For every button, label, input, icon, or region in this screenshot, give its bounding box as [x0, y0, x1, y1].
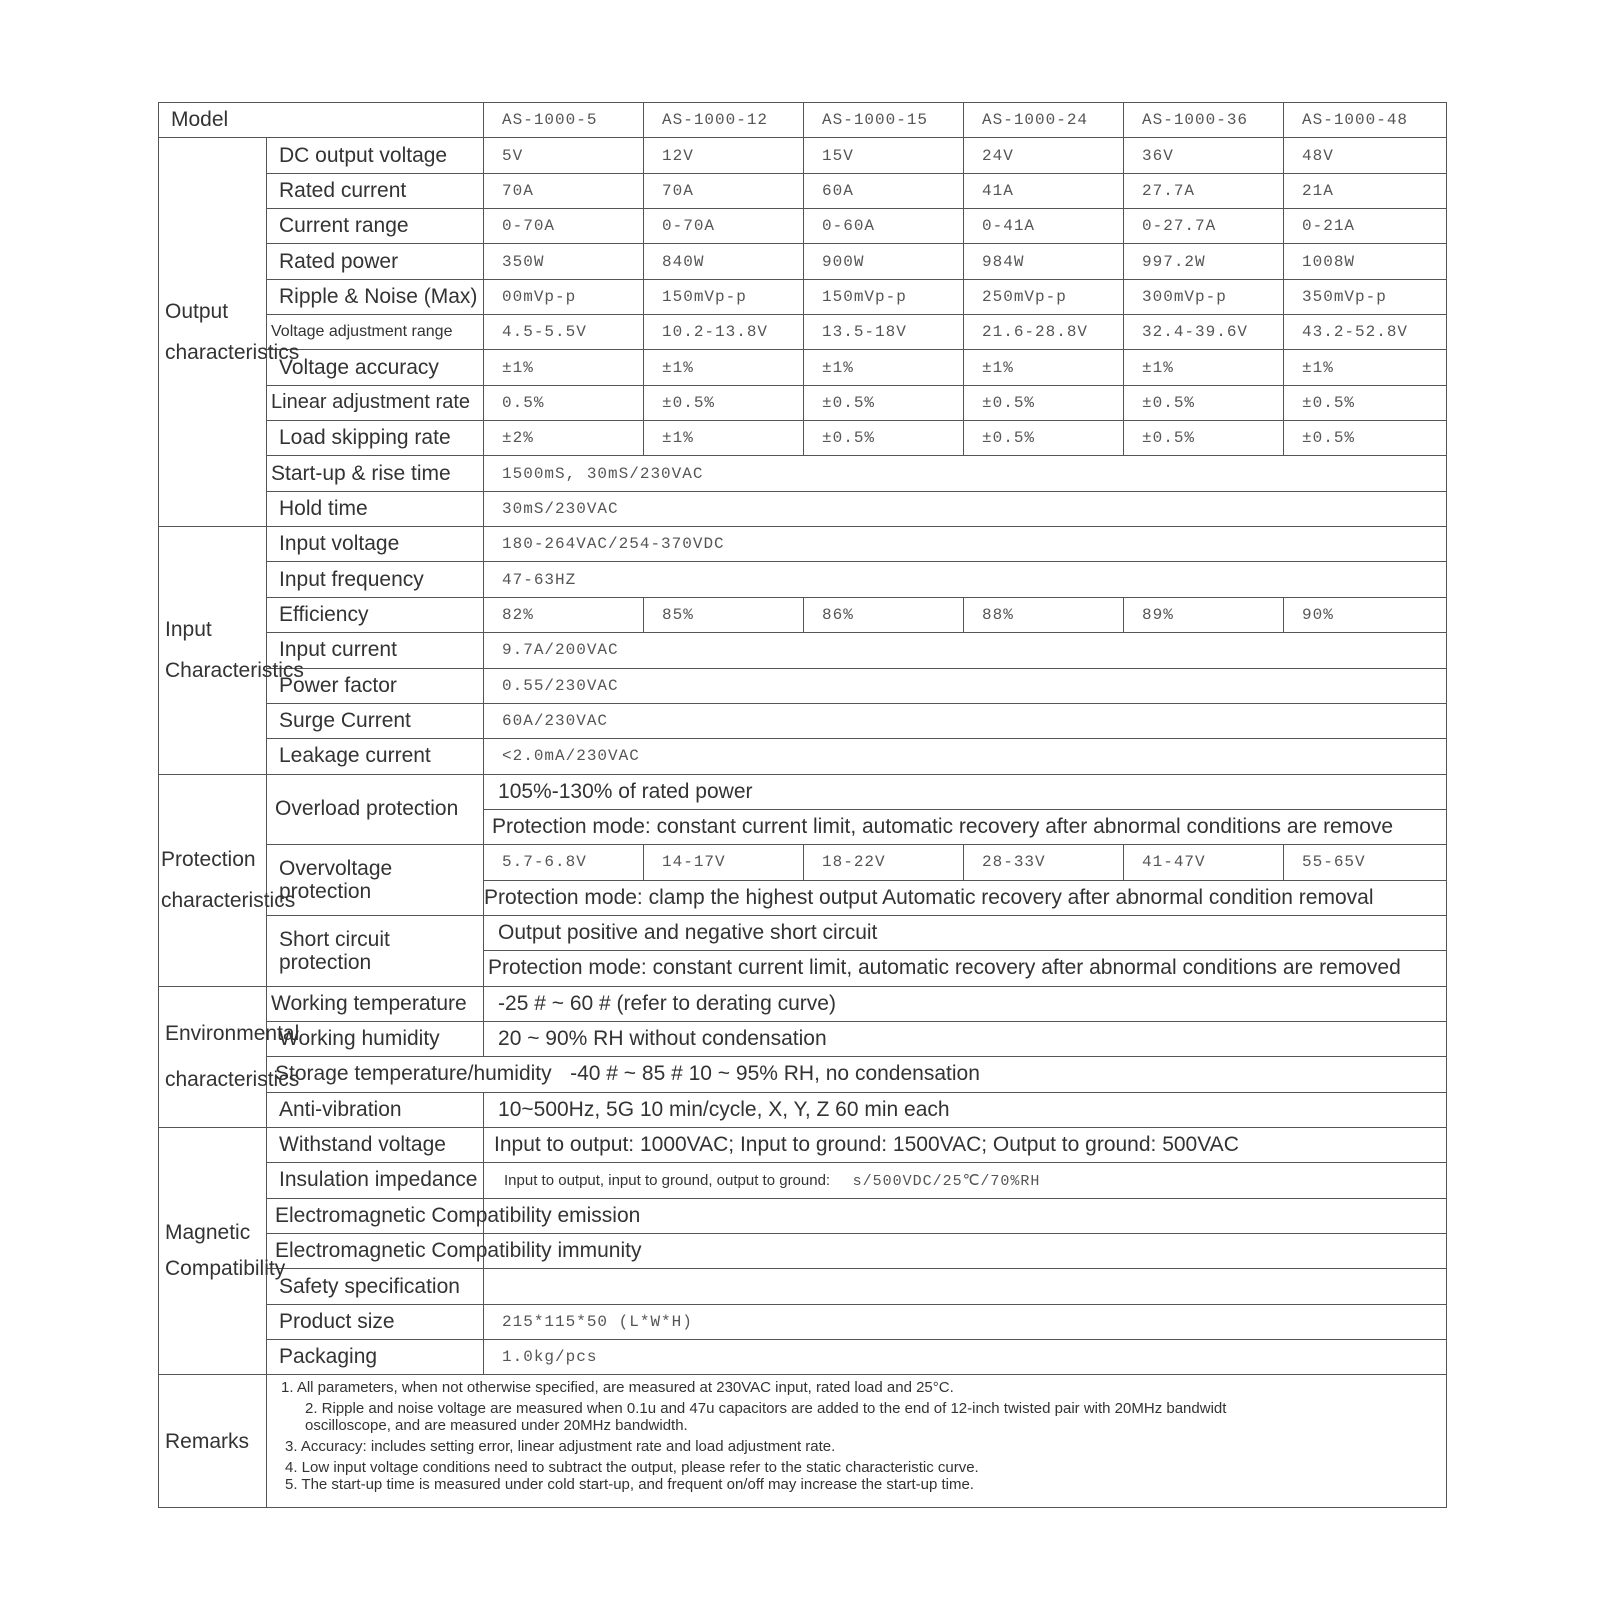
value-cell: ±1%: [804, 350, 964, 385]
value-cell: 36V: [1124, 138, 1284, 173]
value-cell: 00mVp-p: [484, 279, 644, 314]
value-cell: 14-17V: [644, 845, 804, 880]
value-cell: ±1%: [484, 350, 644, 385]
remark-line: oscilloscope, and are measured under 20MHz bandwidth.: [305, 1417, 688, 1435]
model-name: AS-1000-15: [804, 103, 964, 138]
value-cell: 150mVp-p: [644, 279, 804, 314]
value-cell: 48V: [1284, 138, 1447, 173]
param-label: Hold time: [267, 491, 484, 526]
table-row: [159, 668, 1447, 703]
value-cell: 10.2-13.8V: [644, 315, 804, 350]
table-row: [159, 986, 1447, 1021]
param-label: Efficiency: [267, 597, 484, 632]
param-label: Ripple & Noise (Max): [267, 279, 484, 314]
table-row: [159, 1021, 1447, 1056]
value-cell: ±0.5%: [804, 385, 964, 420]
table-row: [159, 1269, 1447, 1304]
table-row: [159, 209, 1447, 244]
model-header: Model: [159, 103, 484, 138]
value-cell: 0-70A: [644, 209, 804, 244]
value-cell: [484, 1163, 1447, 1198]
table-row: [159, 279, 1447, 314]
param-label: Electromagnetic Compatibility emission: [267, 1198, 484, 1233]
value-cell: 21A: [1284, 173, 1447, 208]
value-cell: 10~500Hz, 5G 10 min/cycle, X, Y, Z 60 min each: [484, 1092, 1447, 1127]
value-cell: 350W: [484, 244, 644, 279]
param-label: Voltage adjustment range: [267, 315, 484, 350]
value-cell: 85%: [644, 597, 804, 632]
param-label: Electromagnetic Compatibility immunity: [267, 1234, 484, 1269]
param-label: Overvoltage protection: [267, 845, 484, 916]
value-cell: 0-41A: [964, 209, 1124, 244]
value-cell: Input to output: 1000VAC; Input to ground: 1500VAC; Output to ground: 500VAC: [484, 1127, 1447, 1162]
value-cell: ±0.5%: [1284, 421, 1447, 456]
model-name: AS-1000-24: [964, 103, 1124, 138]
param-label: Linear adjustment rate: [267, 385, 484, 420]
table-row: [159, 1234, 1447, 1269]
table-row: [159, 633, 1447, 668]
value-cell: 0.55/230VAC: [484, 668, 1447, 703]
value-cell: 15V: [804, 138, 964, 173]
group-environmental: Environmental characteristics: [159, 986, 267, 1127]
value-cell: 47-63HZ: [484, 562, 1447, 597]
value-cell: 840W: [644, 244, 804, 279]
value-cell: ±1%: [644, 421, 804, 456]
param-label: Rated power: [267, 244, 484, 279]
remark-line: 1. All parameters, when not otherwise specified, are measured at 230VAC input, rated load and 25°C.: [281, 1379, 954, 1397]
param-label: Withstand voltage: [267, 1127, 484, 1162]
value-cell: 55-65V: [1284, 845, 1447, 880]
value-cell: 30mS/230VAC: [484, 491, 1447, 526]
value-cell: ±1%: [644, 350, 804, 385]
value-cell: ±0.5%: [804, 421, 964, 456]
param-label: Short circuit protection: [267, 915, 484, 986]
param-label: Start-up & rise time: [267, 456, 484, 491]
value-cell: -40 # ~ 85 # 10 ~ 95% RH, no condensation: [570, 1062, 980, 1086]
value-cell: 27.7A: [1124, 173, 1284, 208]
value-cell: ±2%: [484, 421, 644, 456]
model-name: AS-1000-12: [644, 103, 804, 138]
param-label: Leakage current: [267, 739, 484, 774]
value-cell: 1.0kg/pcs: [484, 1340, 1447, 1375]
value-cell: 0-70A: [484, 209, 644, 244]
value-cell: ±1%: [964, 350, 1124, 385]
value-cell: ±0.5%: [964, 385, 1124, 420]
value-cell: 180-264VAC/254-370VDC: [484, 527, 1447, 562]
value-cell: 13.5-18V: [804, 315, 964, 350]
table-row: [159, 350, 1447, 385]
param-label: Insulation impedance: [267, 1163, 484, 1198]
value-cell: 41-47V: [1124, 845, 1284, 880]
table-row: [159, 739, 1447, 774]
param-label: Voltage accuracy: [267, 350, 484, 385]
value-cell: 24V: [964, 138, 1124, 173]
value-cell: 70A: [484, 173, 644, 208]
value-cell: <2.0mA/230VAC: [484, 739, 1447, 774]
value-cell: 1008W: [1284, 244, 1447, 279]
value-cell: [484, 1269, 1447, 1304]
param-label: Product size: [267, 1304, 484, 1339]
model-name: AS-1000-48: [1284, 103, 1447, 138]
table-row: [159, 315, 1447, 350]
param-label: DC output voltage: [267, 138, 484, 173]
table-row: [159, 1163, 1447, 1198]
value-cell: 20 ~ 90% RH without condensation: [484, 1021, 1447, 1056]
value-cell: 43.2-52.8V: [1284, 315, 1447, 350]
spec-table: [158, 102, 1447, 1508]
param-label: Anti-vibration: [267, 1092, 484, 1127]
insulation-value: s/500VDC/25℃/70%RH: [852, 1172, 1041, 1190]
value-cell: 90%: [1284, 597, 1447, 632]
table-row: [159, 1375, 1447, 1508]
value-cell: 60A: [804, 173, 964, 208]
value-cell: ±0.5%: [1124, 385, 1284, 420]
value-cell: 12V: [644, 138, 804, 173]
param-label: Working humidity: [267, 1021, 484, 1056]
value-cell: Output positive and negative short circuit: [484, 915, 1447, 950]
value-cell: 997.2W: [1124, 244, 1284, 279]
table-row: [159, 385, 1447, 420]
value-cell: ±0.5%: [964, 421, 1124, 456]
value-cell: 0-21A: [1284, 209, 1447, 244]
table-row: [159, 1340, 1447, 1375]
group-protection: Protection characteristics: [159, 774, 267, 986]
value-cell: 86%: [804, 597, 964, 632]
value-cell: Protection mode: constant current limit, automatic recovery after abnormal conditions are removed: [484, 951, 1447, 986]
model-name: AS-1000-36: [1124, 103, 1284, 138]
value-cell: 105%-130% of rated power: [484, 774, 1447, 809]
table-row: [159, 138, 1447, 173]
value-cell: 300mVp-p: [1124, 279, 1284, 314]
remark-line: 5. The start-up time is measured under cold start-up, and frequent on/off may increase the start-up time.: [285, 1476, 974, 1494]
remark-line: 2. Ripple and noise voltage are measured when 0.1u and 47u capacitors are added to the end of 12-inch twisted pair with 20MHz bandwidt: [305, 1400, 1227, 1418]
group-magnetic: Magnetic Compatibility: [159, 1127, 267, 1374]
value-cell: ±1%: [1284, 350, 1447, 385]
remark-line: 3. Accuracy: includes setting error, linear adjustment rate and load adjustment rate.: [285, 1438, 836, 1456]
value-cell: 89%: [1124, 597, 1284, 632]
value-cell: 4.5-5.5V: [484, 315, 644, 350]
remarks-label: Remarks: [159, 1375, 267, 1508]
value-cell: 0-27.7A: [1124, 209, 1284, 244]
param-label: Input frequency: [267, 562, 484, 597]
group-output: Output characteristics: [159, 138, 267, 527]
value-cell: 5.7-6.8V: [484, 845, 644, 880]
value-cell: 60A/230VAC: [484, 703, 1447, 738]
value-cell: 984W: [964, 244, 1124, 279]
table-row: [159, 562, 1447, 597]
table-row: [159, 915, 1447, 950]
table-row: [159, 244, 1447, 279]
table-row: [159, 845, 1447, 880]
param-label: Storage temperature/humidity: [275, 1062, 552, 1086]
table-row: [159, 1304, 1447, 1339]
param-label: Overload protection: [267, 774, 484, 845]
value-cell: 18-22V: [804, 845, 964, 880]
value-cell: 350mVp-p: [1284, 279, 1447, 314]
table-row: [159, 173, 1447, 208]
value-cell: 32.4-39.6V: [1124, 315, 1284, 350]
value-cell: 1500mS, 30mS/230VAC: [484, 456, 1447, 491]
value-cell: 70A: [644, 173, 804, 208]
value-cell: 215*115*50 (L*W*H): [484, 1304, 1447, 1339]
param-label: Working temperature: [267, 986, 484, 1021]
value-cell: 82%: [484, 597, 644, 632]
value-cell: 250mVp-p: [964, 279, 1124, 314]
param-label: Rated current: [267, 173, 484, 208]
value-cell: 150mVp-p: [804, 279, 964, 314]
table-row: [159, 421, 1447, 456]
table-row: [159, 491, 1447, 526]
value-cell: Protection mode: clamp the highest output Automatic recovery after abnormal condition removal: [484, 880, 1447, 915]
value-cell: ±0.5%: [644, 385, 804, 420]
value-cell: ±0.5%: [1284, 385, 1447, 420]
param-label: Current range: [267, 209, 484, 244]
value-cell: 9.7A/200VAC: [484, 633, 1447, 668]
table-row: [159, 456, 1447, 491]
remark-line: 4. Low input voltage conditions need to subtract the output, please refer to the static characteristic curve.: [285, 1459, 979, 1477]
remarks-cell: [267, 1375, 1447, 1508]
param-label: Input current: [267, 633, 484, 668]
param-label: Load skipping rate: [267, 421, 484, 456]
value-cell: 0-60A: [804, 209, 964, 244]
value-cell: 0.5%: [484, 385, 644, 420]
table-row: [159, 527, 1447, 562]
table-row: [159, 1198, 1447, 1233]
value-cell: ±0.5%: [1124, 421, 1284, 456]
value-cell: Protection mode: constant current limit, automatic recovery after abnormal conditions are remove: [484, 809, 1447, 844]
table-row: [159, 774, 1447, 809]
table-row: [159, 1127, 1447, 1162]
value-cell: 41A: [964, 173, 1124, 208]
param-label: Safety specification: [267, 1269, 484, 1304]
value-cell: 5V: [484, 138, 644, 173]
table-row: [159, 597, 1447, 632]
table-row: [159, 703, 1447, 738]
header-row: [159, 103, 1447, 138]
value-cell: ±1%: [1124, 350, 1284, 385]
group-input: Input Characteristics: [159, 527, 267, 774]
value-cell: -25 # ~ 60 # (refer to derating curve): [484, 986, 1447, 1021]
param-label: Packaging: [267, 1340, 484, 1375]
insulation-text: Input to output, input to ground, output to ground:: [504, 1171, 831, 1189]
storage-row-cell: [267, 1057, 1447, 1092]
param-label: Input voltage: [267, 527, 484, 562]
table-row: [159, 1092, 1447, 1127]
param-label: Power factor: [267, 668, 484, 703]
model-name: AS-1000-5: [484, 103, 644, 138]
value-cell: 28-33V: [964, 845, 1124, 880]
value-cell: 900W: [804, 244, 964, 279]
param-label: Surge Current: [267, 703, 484, 738]
table-row: [159, 1057, 1447, 1092]
value-cell: 88%: [964, 597, 1124, 632]
value-cell: 21.6-28.8V: [964, 315, 1124, 350]
